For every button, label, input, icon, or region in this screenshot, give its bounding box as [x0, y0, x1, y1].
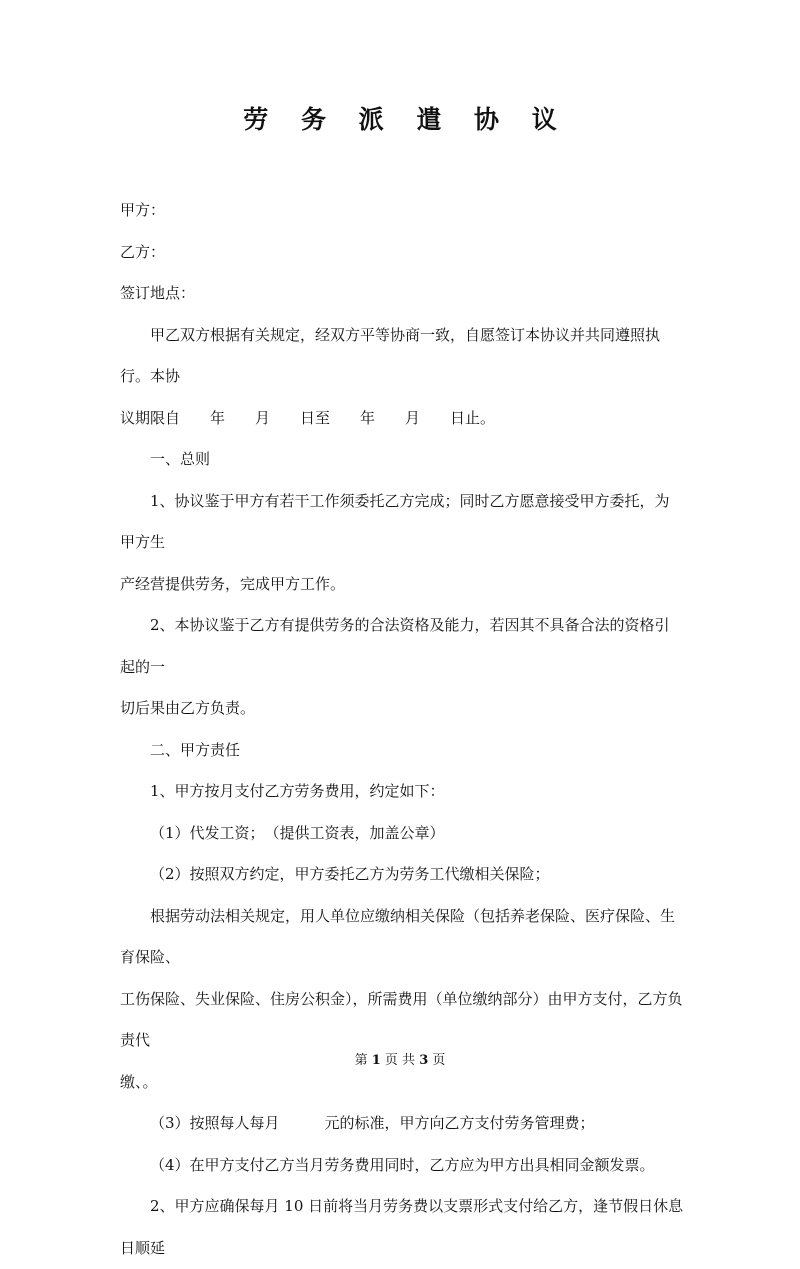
signing-place-label: 签订地点：: [120, 284, 196, 302]
document-title: 劳 务 派 遣 协 议: [243, 105, 569, 134]
clause-1-1-line-1: 1、协议鉴于甲方有若干工作须委托乙方完成；同时乙方愿意接受甲方委托，为甲方生: [120, 491, 670, 551]
footer-page-prefix: 第: [354, 1053, 368, 1068]
clause-1-2-line-2: 切后果由乙方负责。: [120, 699, 256, 717]
footer-page-suffix: 页: [432, 1053, 446, 1068]
page-footer: [0, 1049, 800, 1068]
item-2: （2）按照双方约定，甲方委托乙方为劳务工代缴相关保险；: [150, 865, 550, 883]
footer-total-pages: 3: [419, 1053, 429, 1068]
insurance-line-3: 缴、。: [120, 1072, 158, 1091]
party-b-label: 乙方：: [120, 242, 166, 261]
insurance-line-1: 根据劳动法相关规定，用人单位应缴纳相关保险（包括养老保险、医疗保险、生育保险、: [120, 906, 676, 966]
section-1-heading: 一、总则: [150, 450, 211, 468]
document-body: [120, 190, 684, 1269]
clause-1-1-line-2: 产经营提供劳务，完成甲方工作。: [120, 574, 346, 593]
footer-page-number: 1: [371, 1053, 381, 1068]
insurance-line-2: 工伤保险、失业保险、住房公积金），所需费用（单位缴纳部分）由甲方支付，乙方负责代: [120, 989, 683, 1049]
item-4: （4）在甲方支付乙方当月劳务费用同时，乙方应为甲方出具相同金额发票。: [150, 1155, 655, 1174]
section-2-heading: 二、甲方责任: [150, 740, 241, 759]
footer-page-mid: 页 共: [384, 1053, 416, 1068]
clause-1-2-line-1: 2、本协议鉴于乙方有提供劳务的合法资格及能力，若因其不具备合法的资格引起的一: [120, 616, 670, 676]
intro-line-1: 甲乙双方根据有关规定，经双方平等协商一致，自愿签订本协议并共同遵照执行。本协: [120, 325, 661, 385]
party-a-label: 甲方：: [120, 201, 166, 219]
intro-line-2: 议期限自 年 月 日至 年 月 日止。: [120, 408, 496, 427]
clause-2-1: 1、甲方按月支付乙方劳务费用，约定如下：: [150, 782, 445, 800]
item-1: （1）代发工资； （提供工资表，加盖公章）: [150, 823, 445, 842]
clause-2-2-line-1: 2、甲方应确保每月 10 日前将当月劳务费以支票形式支付给乙方，逢节假日休息日顺延: [120, 1197, 684, 1257]
item-3: （3）按照每人每月 元的标准，甲方向乙方支付劳务管理费；: [150, 1114, 595, 1132]
